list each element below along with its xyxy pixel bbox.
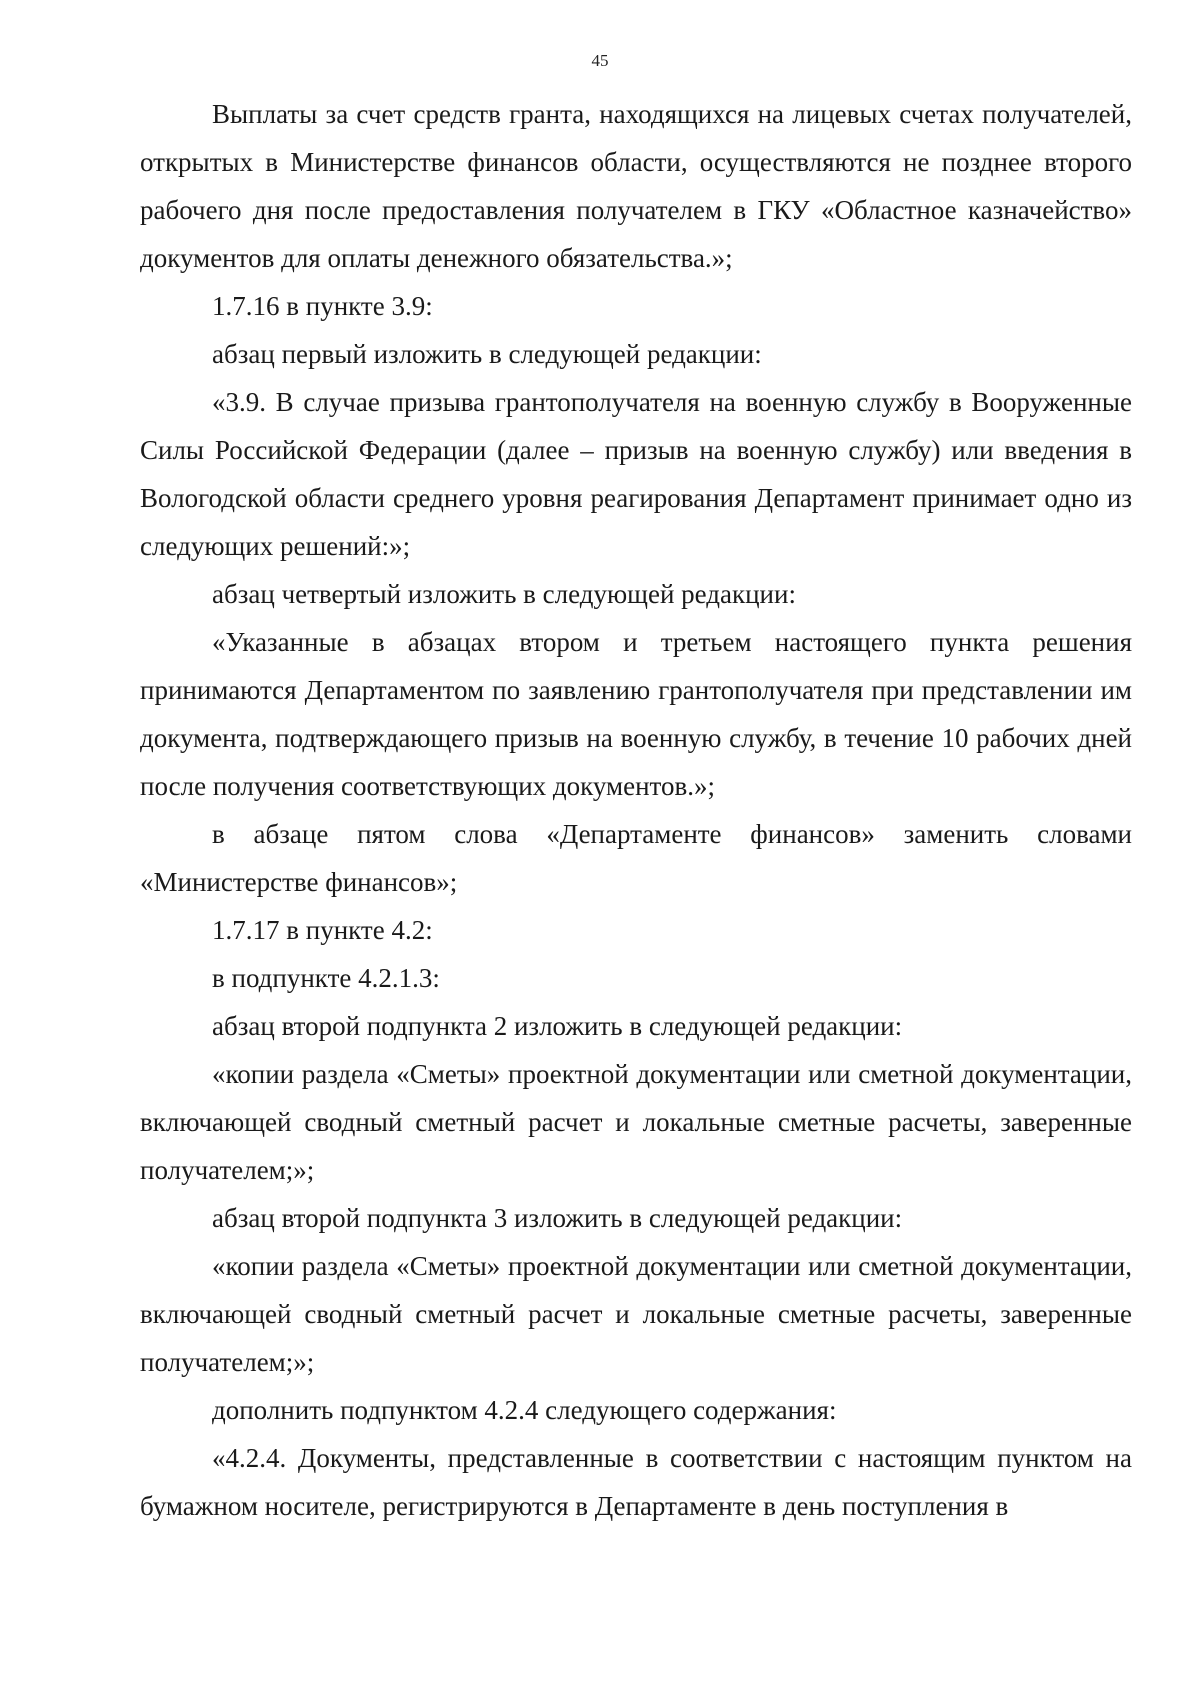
paragraph-subitem-4-2-1-3: в подпункте 4.2.1.3: xyxy=(212,963,440,993)
paragraph-first-abzac: абзац первый изложить в следующей редакции: xyxy=(212,339,762,369)
document-body xyxy=(140,90,1132,1530)
paragraph-4-2-4: «4.2.4. Документы, представленные в соответствии с настоящим пунктом на бумажном носителе, регистрируются в Департаменте в день поступления в xyxy=(140,1443,1132,1521)
paragraph-copies-1: «копии раздела «Сметы» проектной документации или сметной документации, включающей сводный сметный расчет и локальные сметные расчеты, заверенные получателем;»; xyxy=(140,1059,1132,1185)
paragraph-add-4-2-4: дополнить подпунктом 4.2.4 следующего содержания: xyxy=(212,1395,837,1425)
paragraph-3-9: «3.9. В случае призыва грантополучателя на военную службу в Вооруженные Силы Российской Федерации (далее – призыв на военную службу) или введения в Вологодской области среднего уровня реагирования Департамент принимает одно из следующих решений:»; xyxy=(140,387,1132,561)
paragraph-fourth-abzac: абзац четвертый изложить в следующей редакции: xyxy=(212,579,796,609)
paragraph-copies-2: «копии раздела «Сметы» проектной документации или сметной документации, включающей сводный сметный расчет и локальные сметные расчеты, заверенные получателем;»; xyxy=(140,1251,1132,1377)
paragraph-subitem-2: абзац второй подпункта 2 изложить в следующей редакции: xyxy=(212,1011,903,1041)
paragraph-item-1-7-17: 1.7.17 в пункте 4.2: xyxy=(212,915,433,945)
paragraph-payments: Выплаты за счет средств гранта, находящихся на лицевых счетах получателей, открытых в Министерстве финансов области, осуществляются не позднее второго рабочего дня после предоставления получателем в ГКУ «Областное казначейство» документов для оплаты денежного обязательства.»; xyxy=(140,99,1132,273)
paragraph-decisions: «Указанные в абзацах втором и третьем настоящего пункта решения принимаются Департаментом по заявлению грантополучателя при представлении им документа, подтверждающего призыв на военную службу, в течение 10 рабочих дней после получения соответствующих документов.»; xyxy=(140,627,1132,801)
paragraph-item-1-7-16: 1.7.16 в пункте 3.9: xyxy=(212,291,433,321)
paragraph-fifth-abzac: в абзаце пятом слова «Департаменте финансов» заменить словами «Министерстве финансов»; xyxy=(140,819,1132,897)
paragraph-subitem-3: абзац второй подпункта 3 изложить в следующей редакции: xyxy=(212,1203,903,1233)
page-number: 45 xyxy=(591,51,609,70)
